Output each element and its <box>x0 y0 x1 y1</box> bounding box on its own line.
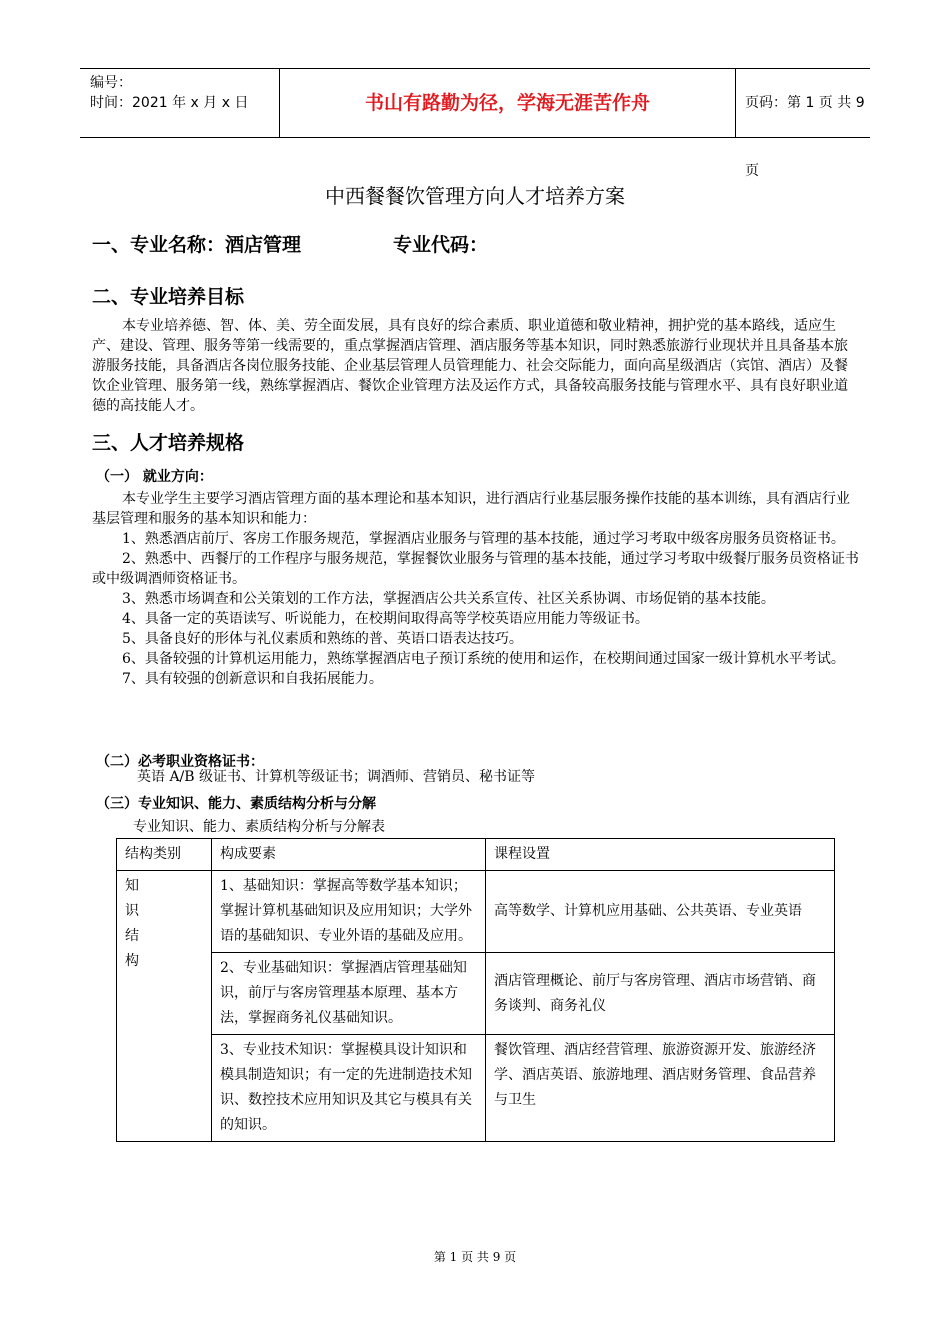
element-cell: 1、基础知识：掌握高等数学基本知识；掌握计算机基础知识及应用知识；大学外语的基础知识、专业外语的基础及应用。 <box>212 871 486 953</box>
courses-cell: 餐饮管理、酒店经营管理、旅游资源开发、旅游经济学、酒店英语、旅游地理、酒店财务管理、食品营养与卫生 <box>486 1035 835 1142</box>
section-3-heading: 三、人才培养规格 <box>92 432 245 454</box>
major-code-label: 专业代码： <box>393 234 489 256</box>
knowledge-structure-table <box>116 838 835 1142</box>
subsection-structure: （三）专业知识、能力、素质结构分析与分解 <box>96 796 376 812</box>
section-2-heading: 二、专业培养目标 <box>92 286 245 308</box>
courses-cell: 高等数学、计算机应用基础、公共英语、专业英语 <box>486 871 835 953</box>
certificates-list: 英语 A/B 级证书、计算机等级证书；调酒师、营销员、秘书证等 <box>137 769 536 785</box>
time-label: 时间：2021 年 x 月 x 日 <box>90 95 249 111</box>
table-header-row <box>117 839 835 871</box>
section-2-body <box>92 316 860 416</box>
list-item: 3、熟悉市场调查和公关策划的工作方法，掌握酒店公共关系宣传、社区关系协调、市场促销的基本技能。 <box>122 591 775 607</box>
document-title: 中西餐餐饮管理方向人才培养方案 <box>325 184 625 208</box>
courses-cell: 酒店管理概论、前厅与客房管理、酒店市场营销、商务谈判、商务礼仪 <box>486 953 835 1035</box>
category-char: 结 <box>125 928 139 944</box>
category-char: 知 <box>125 878 139 894</box>
major-name: 一、专业名称：酒店管理 <box>92 234 302 256</box>
category-cell <box>117 871 212 1142</box>
list-item: 1、熟悉酒店前厅、客房工作服务规范，掌握酒店业服务与管理的基本技能，通过学习考取中级客房服务员资格证书。 <box>122 531 845 547</box>
header-page-info: 页码：第 1 页 共 9 页 <box>745 95 865 179</box>
header-motto: 书山有路勤为径，学海无涯苦作舟 <box>280 69 736 137</box>
list-item: 2、熟悉中、西餐厅的工作程序与服务规范，掌握餐饮业服务与管理的基本技能，通过学习考取中级餐厅服务员资格证书或中级调酒师资格证书。 <box>92 551 859 587</box>
list-item: 4、具备一定的英语读写、听说能力，在校期间取得高等学校英语应用能力等级证书。 <box>122 611 649 627</box>
training-goal-paragraph: 本专业培养德、智、体、美、劳全面发展，具有良好的综合素质、职业道德和敬业精神，拥护党的基本路线，适应生产、建设、管理、服务等第一线需要的，重点掌握酒店管理、酒店服务等基本知识，同时熟悉旅游行业现状并且具备基本旅游服务技能，具备酒店各岗位服务技能、企业基层管理人员管理能力、社会交际能力，面向高星级酒店（宾馆、酒店）及餐饮企业管理、服务第一线，熟练掌握酒店、餐饮企业管理方法及运作方式，具备较高服务技能与管理水平、具有良好职业道德的高技能人才。 <box>92 318 848 414</box>
header-category: 结构类别 <box>117 839 212 871</box>
header-meta <box>80 69 280 137</box>
category-char: 构 <box>125 953 139 969</box>
category-char: 识 <box>125 903 139 919</box>
list-item: 6、具备较强的计算机运用能力，熟练掌握酒店电子预订系统的使用和运作，在校期间通过国家一级计算机水平考试。 <box>122 651 845 667</box>
page-footer: 第 1 页 共 9 页 <box>433 1250 517 1264</box>
header-courses: 课程设置 <box>486 839 835 871</box>
table-row <box>117 871 835 953</box>
subsection-employment: （一） 就业方向： <box>96 469 213 485</box>
subsection-certificates: （二）必考职业资格证书： <box>96 754 264 770</box>
employment-intro: 本专业学生主要学习酒店管理方面的基本理论和基本知识，进行酒店行业基层服务操作技能的基本训练，具有酒店行业基层管理和服务的基本知识和能力： <box>92 491 850 527</box>
table-row <box>117 953 835 1035</box>
header-element: 构成要素 <box>212 839 486 871</box>
table-row <box>117 1035 835 1142</box>
page-header <box>80 68 870 179</box>
element-cell: 3、专业技术知识：掌握模具设计知识和模具制造知识；有一定的先进制造技术知识、数控技术应用知识及其它与模具有关的知识。 <box>212 1035 486 1142</box>
section-1-heading <box>92 230 488 257</box>
employment-content <box>92 489 860 689</box>
serial-label: 编号： <box>90 75 132 91</box>
list-item: 7、具有较强的创新意识和自我拓展能力。 <box>122 671 383 687</box>
element-cell: 2、专业基础知识：掌握酒店管理基础知识，前厅与客房管理基本原理、基本方法，掌握商务礼仪基础知识。 <box>212 953 486 1035</box>
table-caption: 专业知识、能力、素质结构分析与分解表 <box>133 819 385 835</box>
list-item: 5、具备良好的形体与礼仪素质和熟练的普、英语口语表达技巧。 <box>122 631 523 647</box>
